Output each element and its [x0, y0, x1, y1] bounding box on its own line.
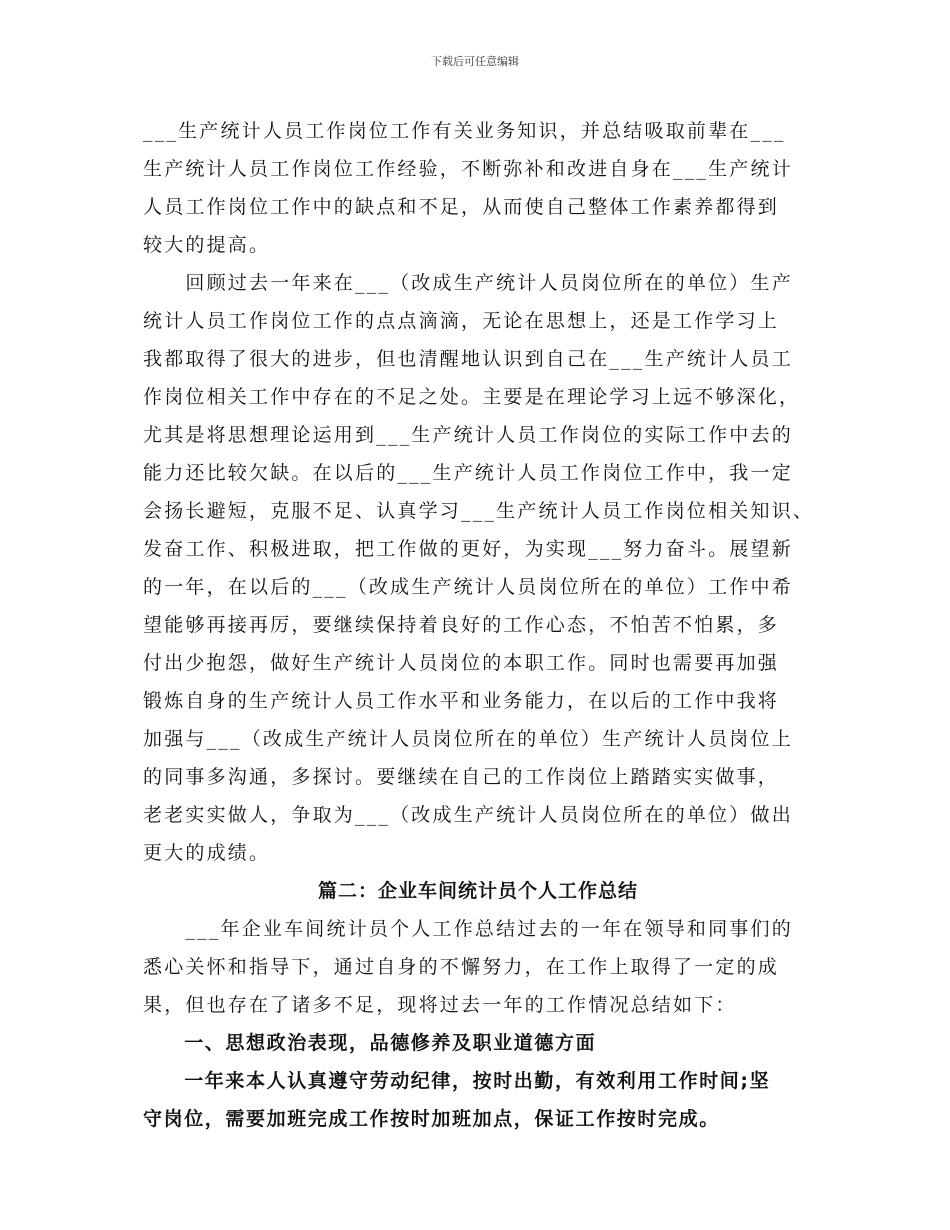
paragraph-line: 老老实实做人，争取为___（改成生产统计人员岗位所在的单位）做出: [143, 804, 793, 826]
paragraph-line: 人员工作岗位工作中的缺点和不足，从而使自己整体工作素养都得到: [143, 196, 780, 218]
paragraph-line: 能力还比较欠缺。在以后的___生产统计人员工作岗位工作中，我一定: [143, 462, 793, 484]
section-title: 篇二：企业车间统计员个人工作总结: [317, 880, 638, 902]
paragraph-line: 的一年，在以后的___（改成生产统计人员岗位所在的单位）工作中希: [143, 576, 793, 598]
document-body: [143, 112, 813, 1138]
paragraph-line: 我都取得了很大的进步，但也清醒地认识到自己在___生产统计人员工: [143, 348, 793, 370]
paragraph-line: 望能够再接再厉，要继续保持着良好的工作心态，不怕苦不怕累，多: [143, 614, 780, 636]
paragraph-line: 果，但也存在了诸多不足，现将过去一年的工作情况总结如下：: [143, 994, 737, 1016]
header-note: 下载后可任意编辑: [431, 55, 519, 68]
paragraph-line: 付出少抱怨，做好生产统计人员岗位的本职工作。同时也需要再加强: [143, 652, 780, 674]
paragraph-line: ___生产统计人员工作岗位工作有关业务知识，并总结吸取前辈在___: [143, 120, 786, 142]
paragraph-line: 较大的提高。: [143, 234, 271, 256]
paragraph-line: 锻炼自身的生产统计人员工作水平和业务能力，在以后的工作中我将: [143, 690, 780, 712]
paragraph-line: 悉心关怀和指导下，通过自身的不懈努力，在工作上取得了一定的成: [143, 956, 780, 978]
paragraph-line: ___年企业车间统计员个人工作总结过去的一年在领导和同事们的: [143, 918, 793, 940]
paragraph-line: 更大的成绩。: [143, 842, 271, 864]
paragraph-line: 统计人员工作岗位工作的点点滴滴，无论在思想上，还是工作学习上: [143, 310, 780, 332]
section-heading: 一、思想政治表现，品德修养及职业道德方面: [143, 1032, 597, 1054]
paragraph-line: 加强与___（改成生产统计人员岗位所在的单位）生产统计人员岗位上: [143, 728, 793, 750]
paragraph-line: 会扬长避短，克服不足、认真学习___生产统计人员工作岗位相关知识、: [143, 500, 815, 522]
paragraph-line: 尤其是将思想理论运用到___生产统计人员工作岗位的实际工作中去的: [143, 424, 793, 446]
bold-paragraph-line: 一年来本人认真遵守劳动纪律，按时出勤，有效利用工作时间;坚: [143, 1070, 771, 1092]
bold-paragraph-line: 守岗位，需要加班完成工作按时加班加点，保证工作按时完成。: [143, 1108, 720, 1130]
paragraph-line: 作岗位相关工作中存在的不足之处。主要是在理论学习上远不够深化，: [143, 386, 801, 408]
paragraph-line: 生产统计人员工作岗位工作经验，不断弥补和改进自身在___生产统计: [143, 158, 793, 180]
paragraph-line: 回顾过去一年来在___（改成生产统计人员岗位所在的单位）生产: [143, 272, 793, 294]
paragraph-line: 的同事多沟通，多探讨。要继续在自己的工作岗位上踏踏实实做事，: [143, 766, 780, 788]
paragraph-line: 发奋工作、积极进取，把工作做的更好，为实现___努力奋斗。展望新: [143, 538, 793, 560]
